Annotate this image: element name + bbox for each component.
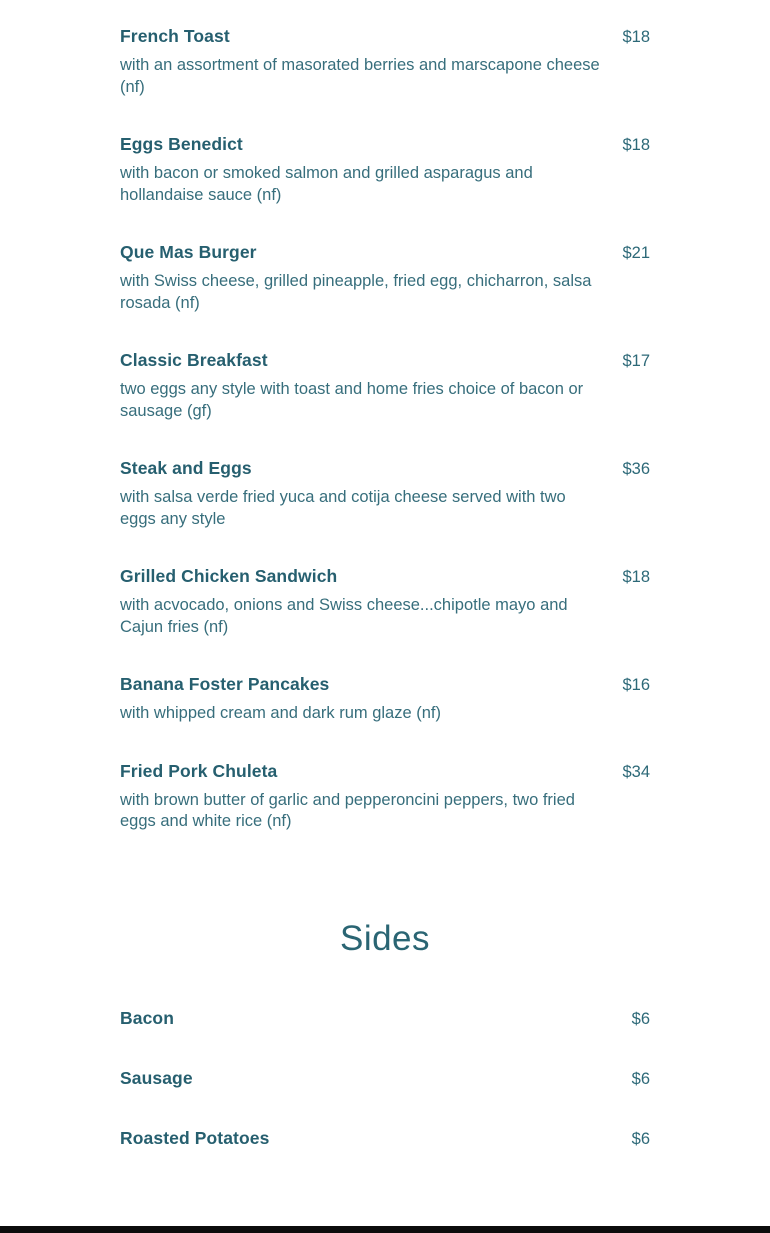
menu-item-price: $18 <box>622 28 650 46</box>
menu-item-list <box>120 27 650 833</box>
menu-item <box>120 675 650 725</box>
menu-item-name: Grilled Chicken Sandwich <box>120 566 338 586</box>
menu-item-row <box>120 243 650 263</box>
menu-item-price: $18 <box>622 136 650 154</box>
menu-page <box>120 0 650 1149</box>
menu-item-row <box>120 27 650 47</box>
menu-item-name: French Toast <box>120 26 230 46</box>
menu-item-price: $21 <box>622 244 650 262</box>
menu-item-description: with brown butter of garlic and pepperoncini peppers, two fried eggs and white rice (nf) <box>120 790 575 830</box>
menu-item-name: Steak and Eggs <box>120 458 252 478</box>
menu-item-price: $34 <box>622 762 650 781</box>
sides-section-heading: Sides <box>339 918 431 958</box>
menu-item-row <box>120 459 650 479</box>
menu-item <box>120 351 650 422</box>
menu-item <box>120 567 650 638</box>
side-item-price: $6 <box>631 1129 650 1148</box>
menu-item-description: with an assortment of masorated berries and marscapone cheese (nf) <box>120 56 600 96</box>
side-item <box>120 1069 650 1089</box>
menu-item-name: Eggs Benedict <box>120 134 243 154</box>
menu-item-name: Banana Foster Pancakes <box>120 674 330 694</box>
menu-item-price: $16 <box>622 676 650 694</box>
side-item-price: $6 <box>631 1009 650 1028</box>
menu-item-price: $36 <box>622 460 650 478</box>
menu-item <box>120 135 650 206</box>
menu-item-description: two eggs any style with toast and home fries choice of bacon or sausage (gf) <box>120 380 584 420</box>
menu-item-price: $17 <box>622 352 650 370</box>
menu-item-row <box>120 675 650 695</box>
menu-item-name: Classic Breakfast <box>120 350 268 370</box>
side-item <box>120 1129 650 1149</box>
menu-item-price: $18 <box>622 568 650 586</box>
menu-item-row <box>120 351 650 371</box>
footer-bar <box>0 1226 770 1233</box>
side-item-name: Roasted Potatoes <box>120 1127 270 1148</box>
menu-item-description: with acvocado, onions and Swiss cheese...chipotle mayo and Cajun fries (nf) <box>120 596 568 636</box>
menu-item-description: with whipped cream and dark rum glaze (nf) <box>120 704 441 722</box>
menu-item <box>120 762 650 833</box>
menu-item-row <box>120 567 650 587</box>
side-item-name: Bacon <box>120 1007 174 1028</box>
sides-item-list <box>120 1009 650 1149</box>
side-item-name: Sausage <box>120 1067 193 1088</box>
menu-item <box>120 243 650 314</box>
menu-item-description: with salsa verde fried yuca and cotija cheese served with two eggs any style <box>120 488 566 528</box>
menu-item <box>120 27 650 98</box>
menu-item-description: with Swiss cheese, grilled pineapple, fried egg, chicharron, salsa rosada (nf) <box>120 272 592 312</box>
side-item <box>120 1009 650 1029</box>
menu-item-row <box>120 762 650 782</box>
side-item-price: $6 <box>631 1069 650 1088</box>
menu-item-description: with bacon or smoked salmon and grilled asparagus and hollandaise sauce (nf) <box>120 164 533 204</box>
menu-item-row <box>120 135 650 155</box>
menu-item <box>120 459 650 530</box>
menu-item-name: Fried Pork Chuleta <box>120 760 278 781</box>
menu-item-name: Que Mas Burger <box>120 242 257 262</box>
